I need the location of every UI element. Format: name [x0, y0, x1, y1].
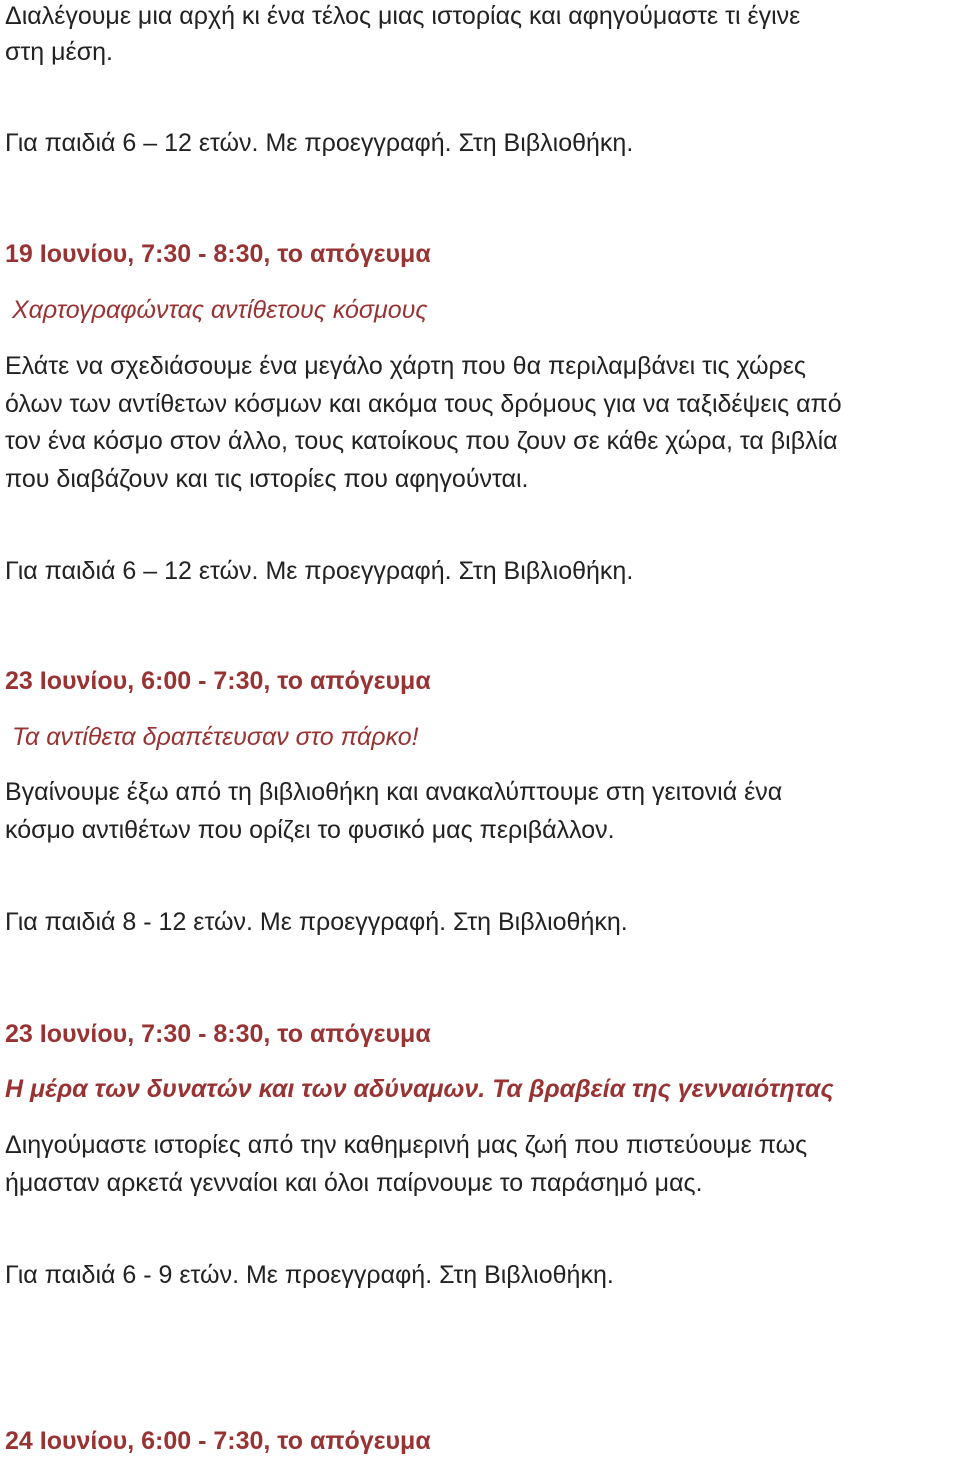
- event-2-title: Τα αντίθετα δραπέτευσαν στο πάρκο!: [12, 723, 419, 751]
- event-1-description-line-3: τον ένα κόσμο στον άλλο, τους κατοίκους που ζουν σε κάθε χώρα, τα βιβλία: [5, 427, 838, 455]
- intro-line-1: Διαλέγουμε μια αρχή κι ένα τέλος μιας ιστορίας και αφηγούμαστε τι έγινε: [5, 2, 801, 30]
- intro-line-2: στη μέση.: [5, 38, 113, 66]
- event-1-description-line-2: όλων των αντίθετων κόσμων και ακόμα τους δρόμους για να ταξιδέψεις από: [5, 390, 842, 418]
- event-3-description-line-2: ήμασταν αρκετά γενναίοι και όλοι παίρνουμε το παράσημό μας.: [5, 1169, 703, 1197]
- event-1-info: Για παιδιά 6 – 12 ετών. Με προεγγραφή. Στη Βιβλιοθήκη.: [5, 557, 634, 585]
- event-1-description-line-1: Ελάτε να σχεδιάσουμε ένα μεγάλο χάρτη που θα περιλαμβάνει τις χώρες: [5, 352, 806, 380]
- event-2-description-line-1: Βγαίνουμε έξω από τη βιβλιοθήκη και ανακαλύπτουμε στη γειτονιά ένα: [5, 778, 783, 806]
- event-3-description-line-1: Διηγούμαστε ιστορίες από την καθημερινή μας ζωή που πιστεύουμε πως: [5, 1131, 808, 1159]
- intro-info: Για παιδιά 6 – 12 ετών. Με προεγγραφή. Στη Βιβλιοθήκη.: [5, 129, 634, 157]
- event-2-description-line-2: κόσμο αντιθέτων που ορίζει το φυσικό μας περιβάλλον.: [5, 816, 615, 844]
- event-2-info: Για παιδιά 8 - 12 ετών. Με προεγγραφή. Στη Βιβλιοθήκη.: [5, 908, 628, 936]
- event-3-title: Η μέρα των δυνατών και των αδύναμων. Τα βραβεία της γενναιότητας: [5, 1075, 834, 1103]
- event-3-info: Για παιδιά 6 - 9 ετών. Με προεγγραφή. Στη Βιβλιοθήκη.: [5, 1261, 614, 1289]
- event-4-date: 24 Ιουνίου, 6:00 - 7:30, το απόγευμα: [5, 1427, 431, 1455]
- event-1-date: 19 Ιουνίου, 7:30 - 8:30, το απόγευμα: [5, 240, 431, 268]
- event-1-description-line-4: που διαβάζουν και τις ιστορίες που αφηγούνται.: [5, 465, 529, 493]
- event-2-date: 23 Ιουνίου, 6:00 - 7:30, το απόγευμα: [5, 667, 431, 695]
- event-1-title: Χαρτογραφώντας αντίθετους κόσμους: [12, 296, 428, 324]
- event-3-date: 23 Ιουνίου, 7:30 - 8:30, το απόγευμα: [5, 1020, 431, 1048]
